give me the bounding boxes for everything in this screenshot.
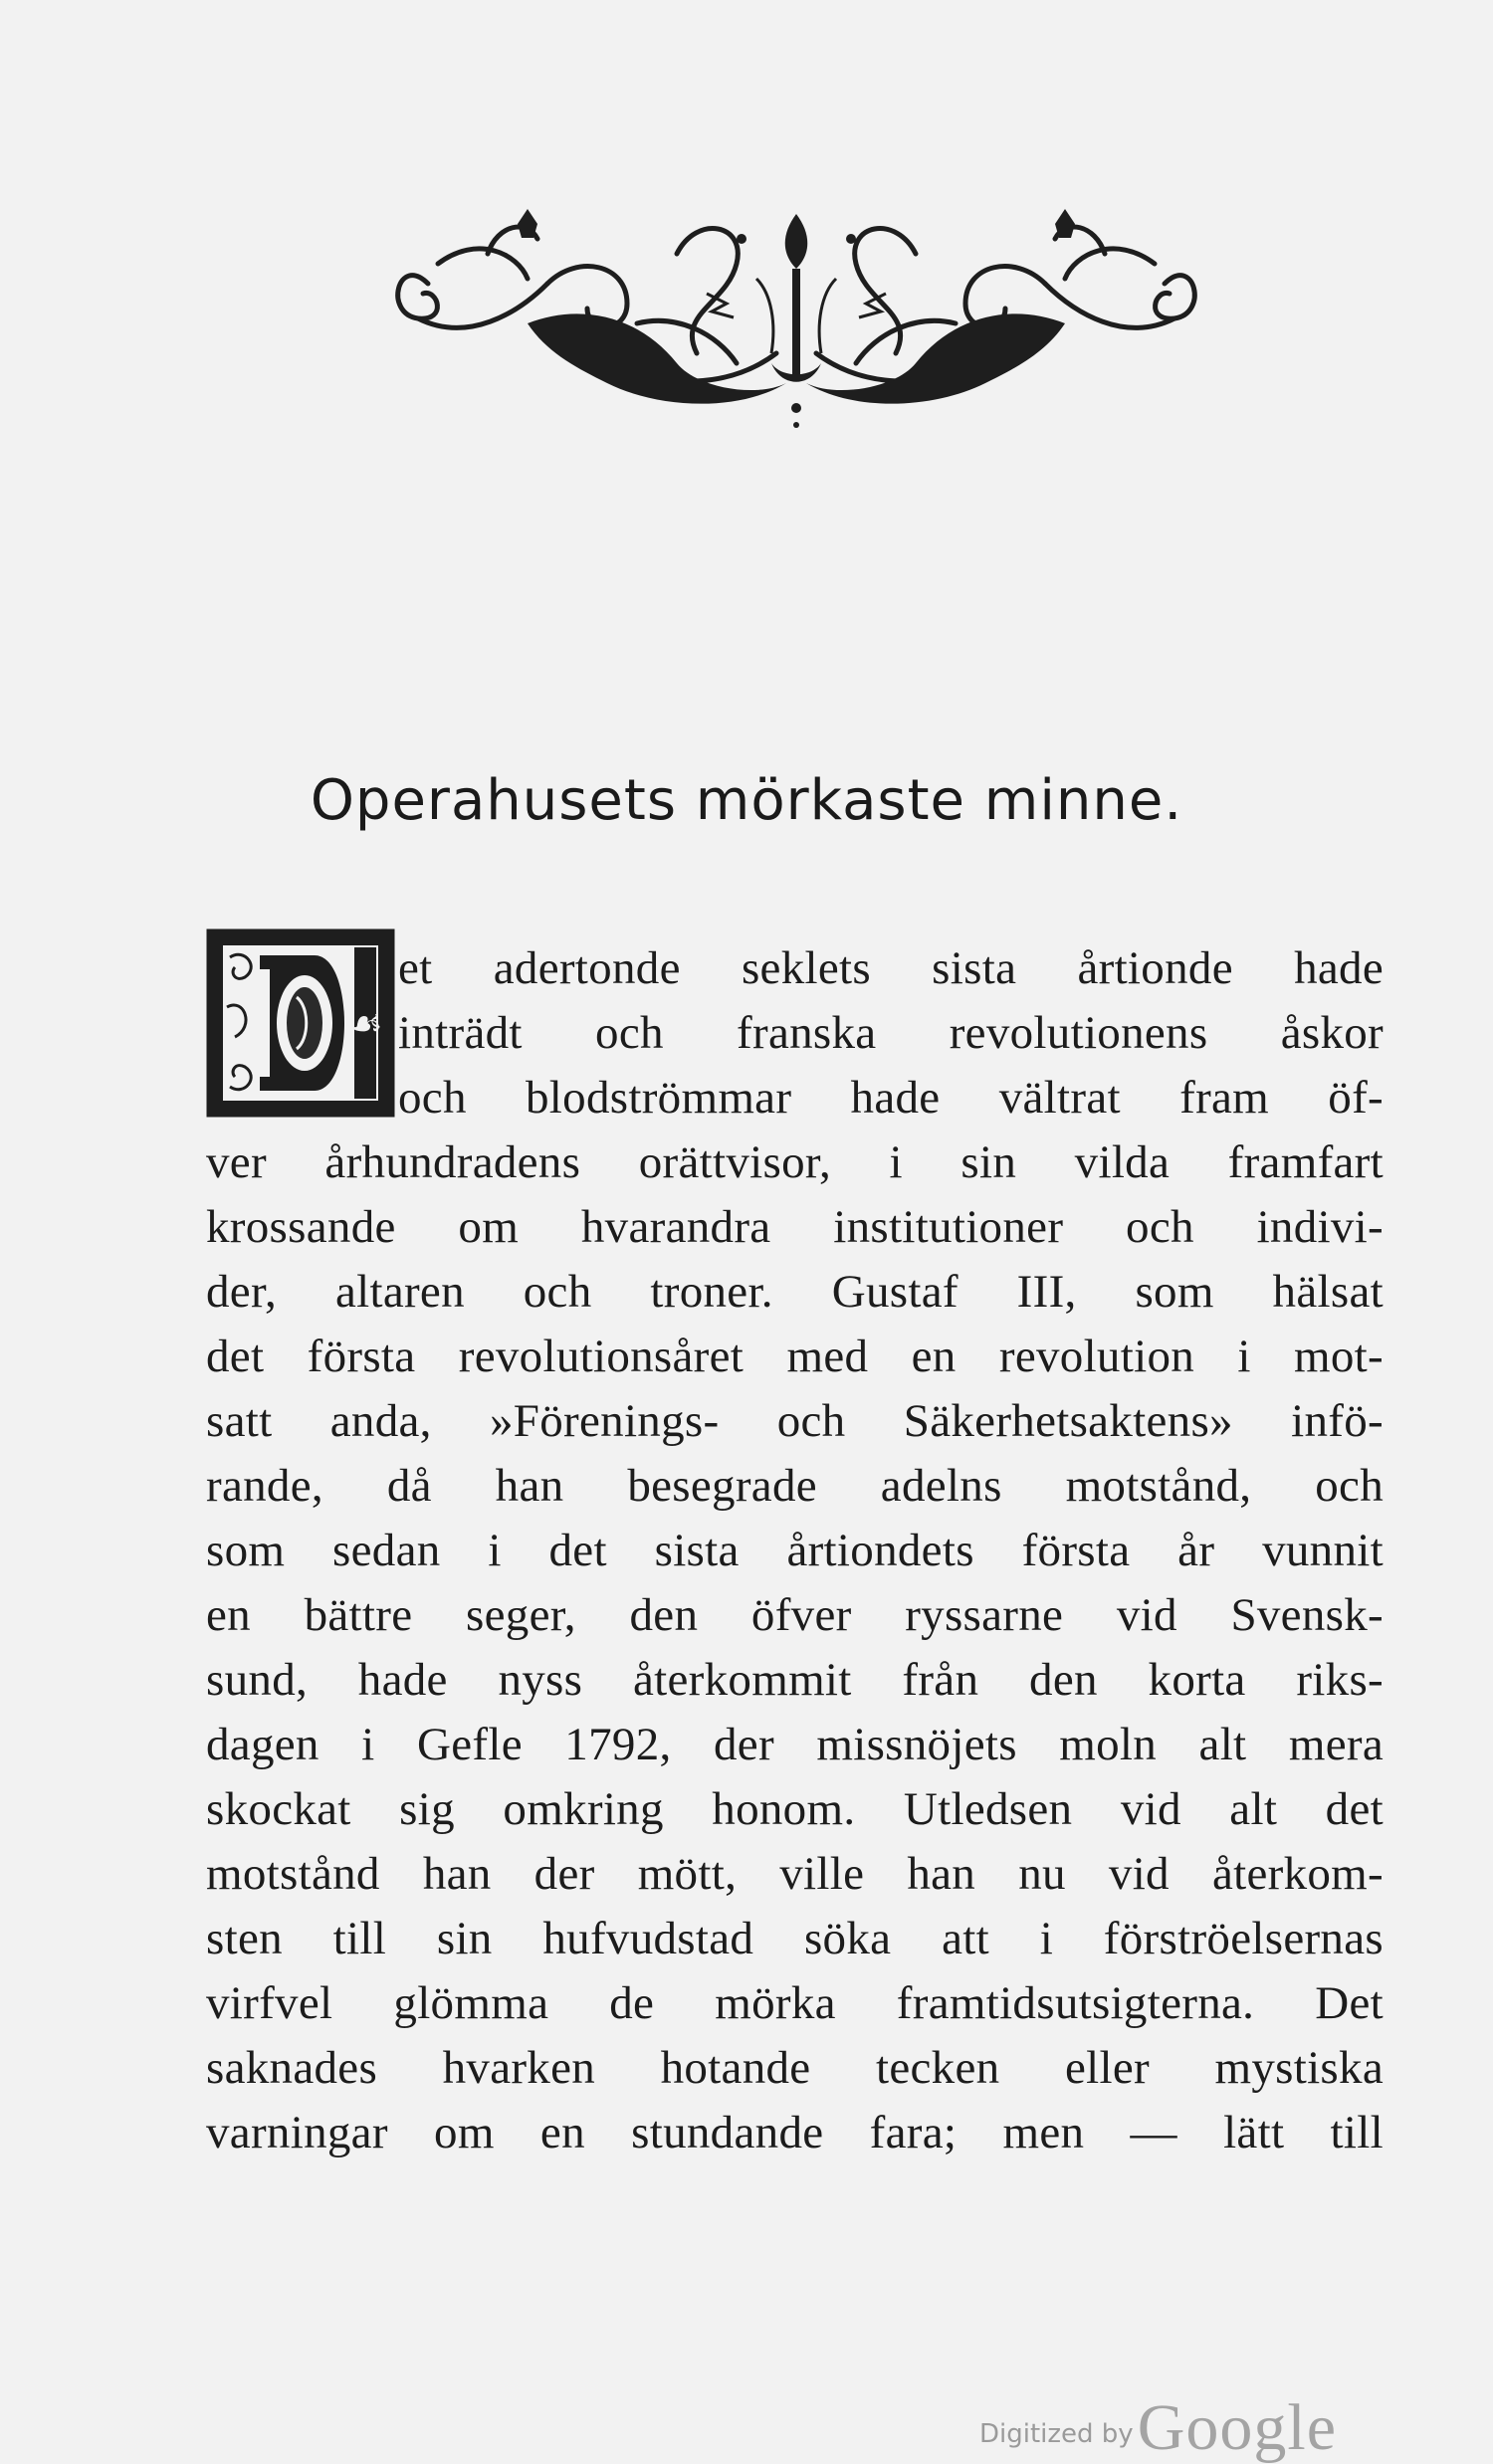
watermark-prefix: Digitized by — [979, 2419, 1134, 2449]
digitized-watermark — [979, 2391, 1337, 2464]
text-line: virfvel glömma de mörka framtidsutsigterna. Det — [206, 1977, 1384, 2029]
floral-headpiece-ornament — [378, 194, 1214, 433]
text-line: krossande om hvarandra institutioner och indivi- — [206, 1201, 1384, 1253]
svg-text:☙: ☙ — [347, 1001, 383, 1046]
text-line: saknades hvarken hotande tecken eller mystiska — [206, 2042, 1384, 2094]
text-line: ver århundradens orättvisor, i sin vilda framfart — [206, 1136, 1384, 1188]
text-line: et adertonde seklets sista årtionde hade — [398, 942, 1384, 994]
text-line: som sedan i det sista årtiondets första år vunnit — [206, 1525, 1384, 1576]
text-line: skockat sig omkring honom. Utledsen vid alt det — [206, 1783, 1384, 1835]
google-logo: Google — [1137, 2391, 1337, 2464]
ornamental-drop-cap-d — [205, 927, 396, 1119]
text-line: inträdt och franska revolutionens åskor — [398, 1007, 1384, 1059]
text-line: sten till sin hufvudstad söka att i förströelsernas — [206, 1913, 1384, 1964]
text-line: dagen i Gefle 1792, der missnöjets moln alt mera — [206, 1719, 1384, 1770]
chapter-title: Operahusets mörkaste minne. — [310, 768, 1183, 833]
text-line: varningar om en stundande fara; men — lätt till — [206, 2107, 1384, 2158]
text-line: satt anda, »Förenings- och Säkerhetsaktens» infö- — [206, 1395, 1384, 1447]
text-line: rande, då han besegrade adelns motstånd, och — [206, 1460, 1384, 1512]
text-line: motstånd han der mött, ville han nu vid återkom- — [206, 1848, 1384, 1900]
text-line: der, altaren och troner. Gustaf III, som hälsat — [206, 1266, 1384, 1318]
text-line: det första revolutionsåret med en revolution i mot- — [206, 1331, 1384, 1382]
text-line: sund, hade nyss återkommit från den korta riks- — [206, 1654, 1384, 1706]
text-line: och blodströmmar hade vältrat fram öf- — [398, 1072, 1384, 1124]
text-line: en bättre seger, den öfver ryssarne vid Svensk- — [206, 1589, 1384, 1641]
